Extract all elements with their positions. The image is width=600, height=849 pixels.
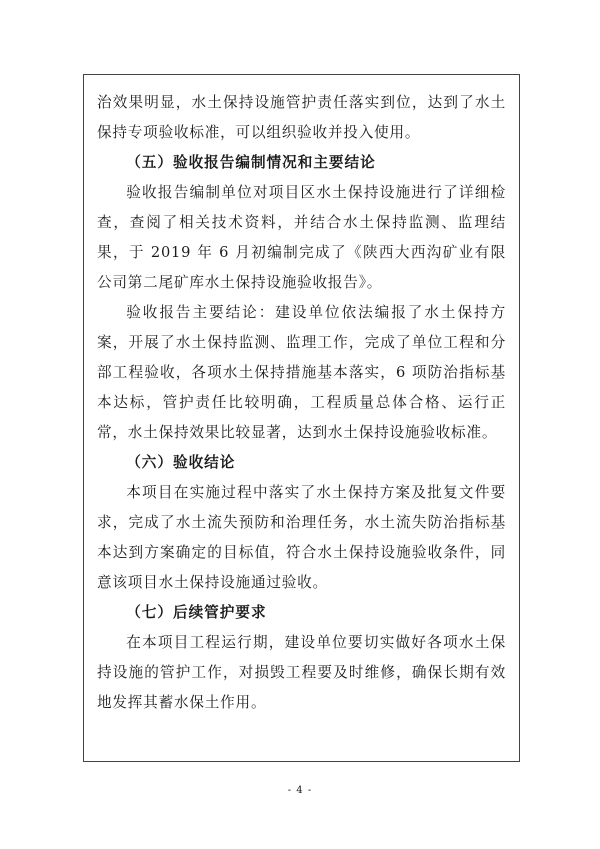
content-frame	[83, 74, 520, 762]
section-5-paragraph-1: 验收报告编制单位对项目区水土保持设施进行了详细检查，查阅了相关技术资料，并结合水土保持监测、监理结果，于 2019 年 6 月初编制完成了《陕西大西沟矿业有限公司第二尾矿库水土保持设施验收报告》。	[97, 184, 506, 291]
section-5-paragraph-2: 验收报告主要结论：建设单位依法编报了水土保持方案，开展了水土保持监测、监理工作，完成了单位工程和分部工程验收，各项水土保持措施基本落实，6 项防治指标基本达标，管护责任比较明确，工程质量总体合格、运行正常，水土保持效果比较显著，达到水土保持设施验收标准。	[97, 304, 506, 441]
page-number: - 4 -	[287, 785, 313, 796]
section-5-heading: （五）验收报告编制情况和主要结论	[126, 154, 376, 171]
section-7-heading: （七）后续管护要求	[126, 604, 267, 621]
section-6-paragraph-1: 本项目在实施过程中落实了水土保持方案及批复文件要求，完成了水土流失预防和治理任务，水土流失防治指标基本达到方案确定的目标值，符合水土保持设施验收条件，同意该项目水土保持设施通过验收。	[97, 484, 506, 591]
section-7-paragraph-1: 在本项目工程运行期，建设单位要切实做好各项水土保持设施的管护工作，对损毁工程要及时维修，确保长期有效地发挥其蓄水保土作用。	[97, 634, 506, 711]
section-6-heading: （六）验收结论	[126, 454, 236, 471]
intro-paragraph: 治效果明显，水土保持设施管护责任落实到位，达到了水土保持专项验收标准，可以组织验收并投入使用。	[97, 94, 506, 141]
